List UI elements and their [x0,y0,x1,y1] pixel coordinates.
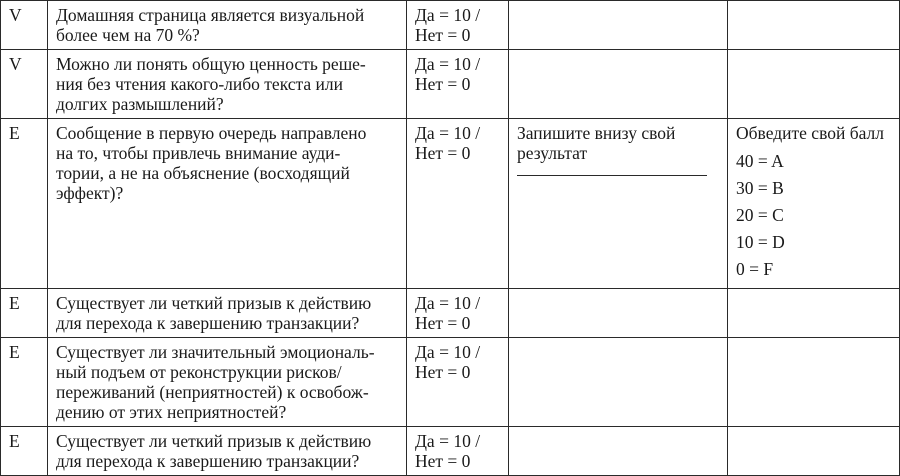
question-line: эффект)? [56,183,124,203]
score-title: Обведите свой балл [736,123,884,143]
question-line: ный подъем от реконструкции рисков/ [56,362,342,382]
points-no: Нет = 0 [415,313,471,333]
empty-cell [728,50,900,119]
question-line: дению от этих неприятностей? [56,402,287,422]
category-code: E [1,427,48,476]
points-cell [407,338,509,427]
table-row [1,1,900,50]
result-label-line: результат [517,143,588,163]
question-line: ния без чтения какого-либо текста или [56,74,343,94]
points-yes: Да = 10 / [415,293,481,313]
table-row [1,289,900,338]
category-code: E [1,338,48,427]
result-cell [509,119,728,289]
question-cell [48,289,407,338]
empty-cell [728,427,900,476]
question-cell [48,338,407,427]
table-row [1,50,900,119]
grade-option[interactable]: 10 = D [736,232,785,252]
points-no: Нет = 0 [415,362,471,382]
points-yes: Да = 10 / [415,123,481,143]
points-no: Нет = 0 [415,451,471,471]
question-line: долгих размышлений? [56,94,224,114]
category-code: E [1,119,48,289]
points-cell [407,427,509,476]
grade-option[interactable]: 20 = C [736,205,784,225]
points-no: Нет = 0 [415,74,471,94]
question-line: Существует ли четкий призыв к действию [56,293,372,313]
question-cell [48,1,407,50]
table-row [1,119,900,289]
result-label-line: Запишите внизу свой [517,123,676,143]
points-yes: Да = 10 / [415,5,481,25]
empty-cell [509,1,728,50]
empty-cell [509,338,728,427]
result-write-in-line[interactable] [517,175,707,176]
points-yes: Да = 10 / [415,342,481,362]
question-line: Домашняя страница является визуальной [56,5,365,25]
question-cell [48,427,407,476]
question-line: тории, а не на объяснение (восходящий [56,163,350,183]
points-yes: Да = 10 / [415,54,481,74]
points-cell [407,289,509,338]
question-line: Можно ли понять общую ценность реше- [56,54,366,74]
category-code: V [1,50,48,119]
table-row [1,427,900,476]
points-no: Нет = 0 [415,143,471,163]
empty-cell [728,1,900,50]
points-cell [407,1,509,50]
question-line: переживаний (неприятностей) к освобож- [56,382,369,402]
points-yes: Да = 10 / [415,431,481,451]
question-cell [48,50,407,119]
grade-option[interactable]: 0 = F [736,259,774,279]
score-cell [728,119,900,289]
question-line: Сообщение в первую очередь направлено [56,123,367,143]
category-code: E [1,289,48,338]
grade-option[interactable]: 40 = A [736,151,784,171]
points-no: Нет = 0 [415,25,471,45]
question-line: на то, чтобы привлечь внимание ауди- [56,143,341,163]
question-line: более чем на 70 %? [56,25,200,45]
empty-cell [509,289,728,338]
category-code: V [1,1,48,50]
question-line: для перехода к завершению транзакции? [56,451,360,471]
table-row [1,338,900,427]
empty-cell [728,338,900,427]
question-line: для перехода к завершению транзакции? [56,313,360,333]
empty-cell [728,289,900,338]
question-line: Существует ли значительный эмоциональ- [56,342,375,362]
grade-option[interactable]: 30 = B [736,178,784,198]
points-cell [407,50,509,119]
question-cell [48,119,407,289]
question-line: Существует ли четкий призыв к действию [56,431,372,451]
empty-cell [509,427,728,476]
points-cell [407,119,509,289]
empty-cell [509,50,728,119]
